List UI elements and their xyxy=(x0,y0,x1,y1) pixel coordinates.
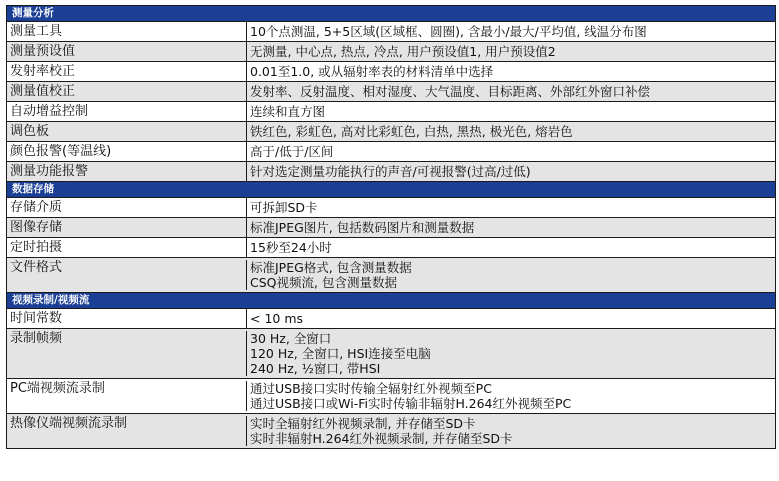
value-line: 铁红色, 彩虹色, 高对比彩虹色, 白热, 黑热, 极光色, 熔岩色 xyxy=(250,124,573,139)
table-row xyxy=(7,329,775,379)
row-value xyxy=(247,62,775,81)
row-label: 定时拍摄 xyxy=(7,238,247,257)
spec-table xyxy=(6,5,776,449)
row-value xyxy=(247,22,775,41)
row-label: 文件格式 xyxy=(7,260,247,290)
value-line: 连续和直方图 xyxy=(250,104,326,119)
row-value xyxy=(247,381,775,411)
row-label: 图像存储 xyxy=(7,218,247,237)
row-value xyxy=(247,309,775,328)
section-header-measurement-analysis: 测量分析 xyxy=(7,6,775,22)
table-row xyxy=(7,62,775,82)
value-line: 通过USB接口或Wi-Fi实时传输非辐射H.264红外视频至PC xyxy=(250,396,572,411)
row-label: 自动增益控制 xyxy=(7,102,247,121)
value-line: 高于/低于/区间 xyxy=(250,144,334,159)
row-value xyxy=(247,142,775,161)
row-value xyxy=(247,416,775,446)
value-line: 针对选定测量功能执行的声音/可视报警(过高/过低) xyxy=(250,164,531,179)
row-value xyxy=(247,260,775,290)
row-value xyxy=(247,238,775,257)
row-value xyxy=(247,198,775,217)
row-label: 测量工具 xyxy=(7,22,247,41)
value-line: 可拆卸SD卡 xyxy=(250,200,318,215)
row-value xyxy=(247,102,775,121)
row-value xyxy=(247,82,775,101)
row-label: 时间常数 xyxy=(7,309,247,328)
table-row xyxy=(7,102,775,122)
table-row xyxy=(7,218,775,238)
table-row xyxy=(7,238,775,258)
value-line: 实时非辐射H.264红外视频录制, 并存储至SD卡 xyxy=(250,431,513,446)
row-value xyxy=(247,122,775,141)
table-row xyxy=(7,198,775,218)
value-line: 标准JPEG图片, 包括数码图片和测量数据 xyxy=(250,220,475,235)
row-value xyxy=(247,162,775,181)
table-row xyxy=(7,309,775,329)
row-label: PC端视频流录制 xyxy=(7,381,247,411)
section-header-video-recording: 视频录制/视频流 xyxy=(7,293,775,309)
row-value xyxy=(247,42,775,61)
table-row xyxy=(7,162,775,182)
value-line: 15秒至24小时 xyxy=(250,240,332,255)
row-value xyxy=(247,331,775,376)
row-label: 测量值校正 xyxy=(7,82,247,101)
row-label: 发射率校正 xyxy=(7,62,247,81)
value-line: 实时全辐射红外视频录制, 并存储至SD卡 xyxy=(250,416,476,431)
value-line: 标准JPEG格式, 包含测量数据 xyxy=(250,260,412,275)
row-label: 存储介质 xyxy=(7,198,247,217)
value-line: 0.01至1.0, 或从辐射率表的材料清单中选择 xyxy=(250,64,494,79)
value-line: 30 Hz, 全窗口 xyxy=(250,331,332,346)
table-row xyxy=(7,82,775,102)
value-line: 240 Hz, ½窗口, 带HSI xyxy=(250,361,381,376)
row-label: 录制帧频 xyxy=(7,331,247,376)
value-line: 无测量, 中心点, 热点, 冷点, 用户预设值1, 用户预设值2 xyxy=(250,44,556,59)
value-line: CSQ视频流, 包含测量数据 xyxy=(250,275,397,290)
table-row xyxy=(7,42,775,62)
value-line: < 10 ms xyxy=(250,311,304,326)
table-row xyxy=(7,122,775,142)
table-row xyxy=(7,414,775,449)
value-line: 发射率、反射温度、相对湿度、大气温度、目标距离、外部红外窗口补偿 xyxy=(250,84,651,99)
row-value xyxy=(247,218,775,237)
value-line: 通过USB接口实时传输全辐射红外视频至PC xyxy=(250,381,492,396)
section-header-data-storage: 数据存储 xyxy=(7,182,775,198)
row-label: 测量功能报警 xyxy=(7,162,247,181)
table-row xyxy=(7,22,775,42)
row-label: 热像仪端视频流录制 xyxy=(7,416,247,446)
table-row xyxy=(7,379,775,414)
row-label: 测量预设值 xyxy=(7,42,247,61)
row-label: 颜色报警(等温线) xyxy=(7,142,247,161)
value-line: 120 Hz, 全窗口, HSI连接至电脑 xyxy=(250,346,431,361)
table-row xyxy=(7,142,775,162)
row-label: 调色板 xyxy=(7,122,247,141)
table-row xyxy=(7,258,775,293)
value-line: 10个点测温, 5+5区域(区域框、圆圈), 含最小/最大/平均值, 线温分布图 xyxy=(250,24,647,39)
